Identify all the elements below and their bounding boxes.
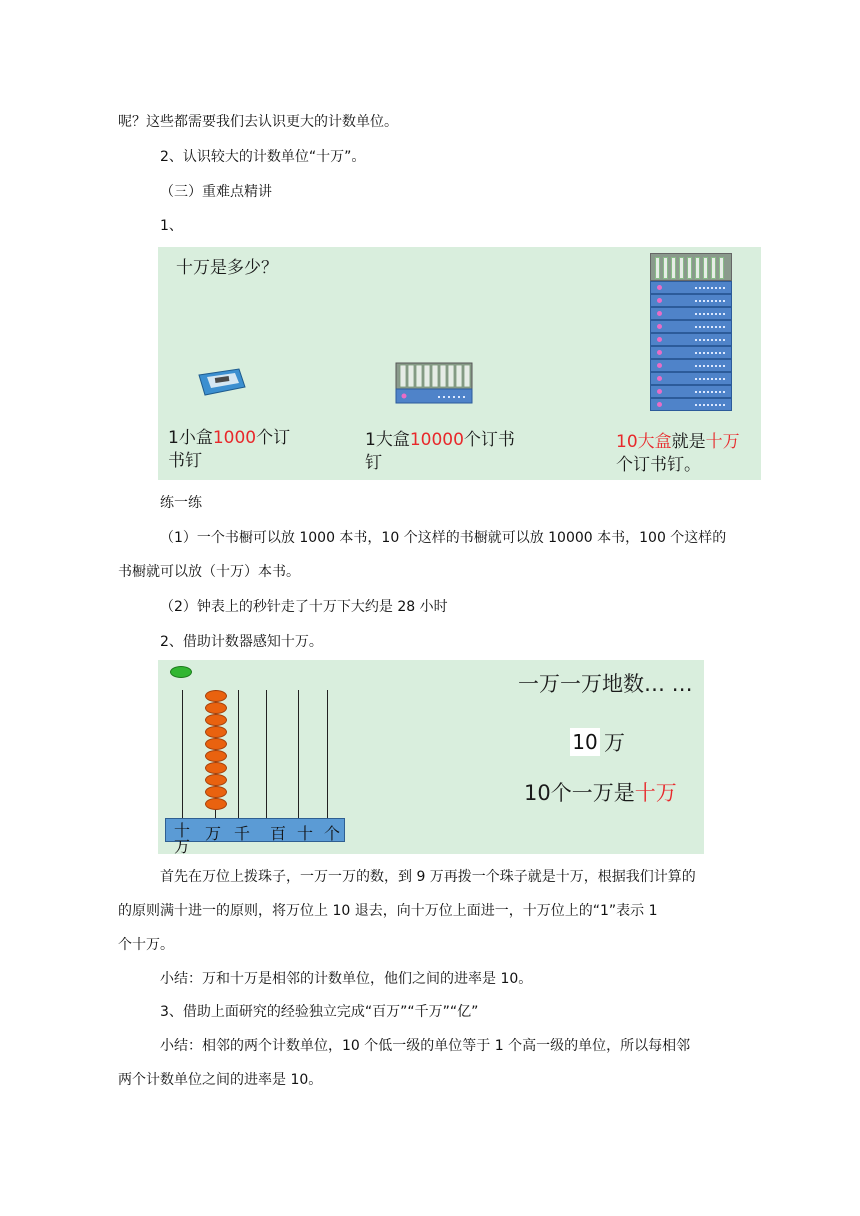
- count-number: 10: [570, 728, 600, 756]
- abacus-bead: [205, 702, 227, 714]
- stack-caption: 10大盒就是十万 个订书钉。: [616, 432, 740, 475]
- item-number-2: 2、借助计数器感知十万。: [160, 634, 323, 650]
- small-box-caption: 1小盒1000个订 书钉: [168, 428, 291, 471]
- slide-abacus-counter: [158, 660, 704, 854]
- item-number-1: 1、: [160, 218, 183, 234]
- label-shiwan-top: 十: [174, 821, 191, 840]
- section-heading-key-points: （三）重难点精讲: [160, 184, 272, 200]
- abacus-bead: [205, 738, 227, 750]
- abacus-bead: [205, 726, 227, 738]
- abacus-bead: [205, 714, 227, 726]
- rod-shiwan: [182, 690, 183, 818]
- item-number-3: 3、借助上面研究的经验独立完成“百万”“千万”“亿”: [160, 1004, 479, 1020]
- label-shiwan-bottom: 万: [174, 837, 191, 856]
- summary-2-line2: 两个计数单位之间的进率是 10。: [118, 1072, 323, 1088]
- slide-shiwan-staples: [158, 247, 761, 480]
- paragraph-continuation: 呢？这些都需要我们去认识更大的计数单位。: [118, 114, 398, 130]
- count-unit: 万: [604, 731, 625, 755]
- abacus-bead: [205, 762, 227, 774]
- abacus-bead: [205, 750, 227, 762]
- counting-heading: 一万一万地数… …: [518, 672, 693, 696]
- rod-bai: [298, 690, 299, 818]
- ten-big-boxes-stack-image: [650, 253, 732, 411]
- conclusion-text: 10个一万是十万: [524, 781, 677, 805]
- abacus-bead: [205, 798, 227, 810]
- section-heading-shiwan: 2、认识较大的计数单位“十万”。: [160, 149, 366, 165]
- label-qian: 千: [234, 824, 251, 843]
- big-box-caption: 1大盒10000个订书 钉: [365, 430, 515, 473]
- summary-2-line1: 小结：相邻的两个计数单位，10 个低一级的单位等于 1 个高一级的单位，所以每相邻: [160, 1038, 691, 1054]
- label-bai: 百: [270, 824, 287, 843]
- practice-question-2: （2）钟表上的秒针走了十万下大约是 28 小时: [160, 599, 448, 615]
- abacus-extra-bead: [170, 666, 192, 678]
- practice-title: 练一练: [160, 495, 202, 511]
- abacus-bead: [205, 786, 227, 798]
- rod-qian: [238, 690, 239, 818]
- label-shi: 十: [297, 824, 314, 843]
- explanation-line1: 首先在万位上拨珠子，一万一万的数，到 9 万再拨一个珠子就是十万，根据我们计算的: [160, 869, 696, 885]
- explanation-line2: 的原则满十进一的原则，将万位上 10 退去，向十万位上面进一，十万位上的“1”表示 1: [118, 903, 658, 919]
- summary-1: 小结：万和十万是相邻的计数单位，他们之间的进率是 10。: [160, 971, 533, 987]
- practice-question-1-line2: 书橱就可以放（十万）本书。: [118, 564, 300, 580]
- explanation-line3: 个十万。: [118, 937, 174, 953]
- practice-question-1-line1: （1）一个书橱可以放 1000 本书，10 个这样的书橱就可以放 10000 本书，100 个这样的: [160, 530, 727, 546]
- abacus-base: [165, 818, 345, 842]
- abacus-bead: [205, 690, 227, 702]
- big-staple-box-image: [394, 361, 474, 405]
- label-wan: 万: [205, 824, 222, 843]
- abacus-bead: [205, 774, 227, 786]
- rod-blank: [266, 690, 267, 818]
- rod-shi: [327, 690, 328, 818]
- label-ge: 个: [324, 824, 341, 843]
- small-staple-box-image: [195, 365, 247, 397]
- slide1-title: 十万是多少？: [176, 258, 278, 278]
